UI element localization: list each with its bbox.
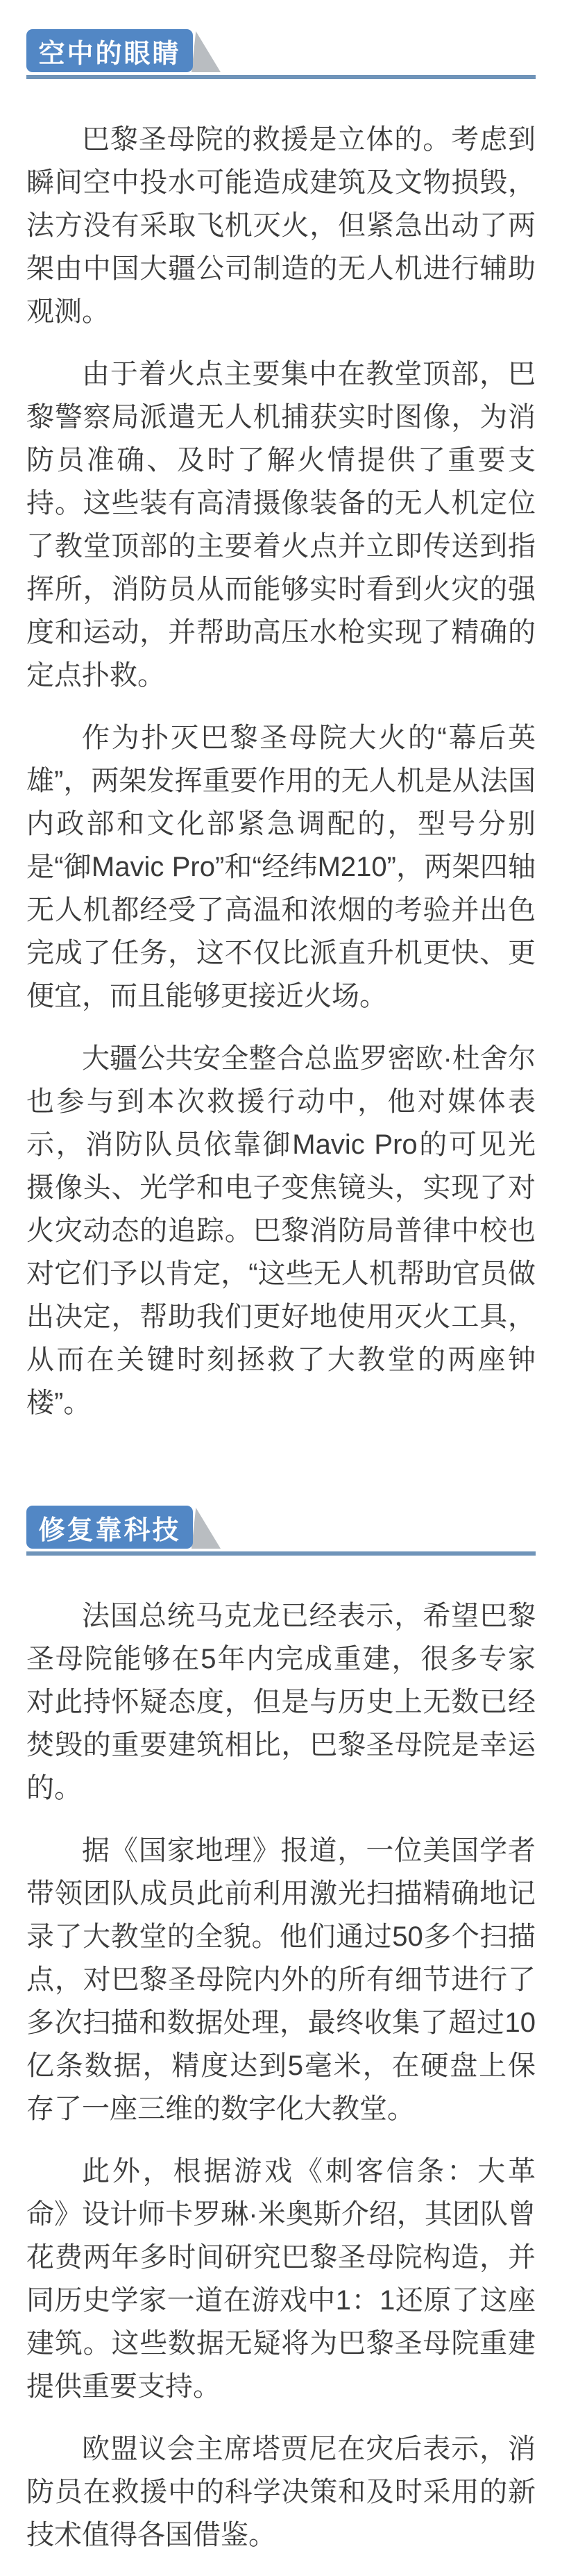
section-title: 空中的眼睛 <box>38 39 181 69</box>
section-header <box>26 29 536 79</box>
section-header <box>26 1506 536 1556</box>
paragraph: 此外，根据游戏《刺客信条：大革命》设计师卡罗琳·米奥斯介绍，其团队曾花费两年多时间研究巴黎圣母院构造，并同历史学家一道在游戏中1：1还原了这座建筑。这些数据无疑将为巴黎圣母院重建提供重要支持。 <box>26 2156 536 2402</box>
paragraph: 大疆公共安全整合总监罗密欧·杜舍尔也参与到本次救援行动中，他对媒体表示，消防队员依靠御Mavic Pro的可见光摄像头、光学和电子变焦镜头，实现了对火灾动态的追踪。巴黎消防局普律中校也对它们予以肯定，“这些无人机帮助官员做出决定，帮助我们更好地使用灭火工具，从而在关键时刻拯救了大教堂的两座钟楼”。 <box>26 1043 536 1418</box>
section-restoration-by-tech <box>26 1506 536 2576</box>
paragraph: 由于着火点主要集中在教堂顶部，巴黎警察局派遣无人机捕获实时图像，为消防员准确、及时了解火情提供了重要支持。这些装有高清摄像装备的无人机定位了教堂顶部的主要着火点并立即传送到指挥所，消防员从而能够实时看到火灾的强度和运动，并帮助高压水枪实现了精确的定点扑救。 <box>26 359 536 691</box>
badge-shadow <box>191 31 221 72</box>
badge-shadow <box>191 1508 221 1549</box>
section-title-badge <box>26 1506 193 1549</box>
section-title-badge <box>26 29 193 72</box>
paragraph: 欧盟议会主席塔贾尼在灾后表示，消防员在救援中的科学决策和及时采用的新技术值得各国借鉴。 <box>26 2434 536 2550</box>
section-title: 修复靠科技 <box>38 1515 181 1545</box>
section-divider <box>26 75 536 79</box>
paragraph: 据《国家地理》报道，一位美国学者带领团队成员此前利用激光扫描精确地记录了大教堂的全貌。他们通过50多个扫描点，对巴黎圣母院内外的所有细节进行了多次扫描和数据处理，最终收集了超过10亿条数据，精度达到5毫米，在硬盘上保存了一座三维的数字化大教堂。 <box>26 1835 536 2124</box>
section-eyes-in-the-sky <box>26 29 536 1444</box>
section-divider <box>26 1551 536 1556</box>
paragraph: 巴黎圣母院的救援是立体的。考虑到瞬间空中投水可能造成建筑及文物损毁，法方没有采取飞机灭火，但紧急出动了两架由中国大疆公司制造的无人机进行辅助观测。 <box>26 124 536 327</box>
paragraph: 法国总统马克龙已经表示，希望巴黎圣母院能够在5年内完成重建，很多专家对此持怀疑态度，但是与历史上无数已经焚毁的重要建筑相比，巴黎圣母院是幸运的。 <box>26 1601 536 1803</box>
paragraph: 作为扑灭巴黎圣母院大火的“幕后英雄”，两架发挥重要作用的无人机是从法国内政部和文化部紧急调配的，型号分别是“御Mavic Pro”和“经纬M210”，两架四轴无人机都经受了高温和浓烟的考验并出色完成了任务，这不仅比派直升机更快、更便宜，而且能够更接近火场。 <box>26 723 536 1011</box>
